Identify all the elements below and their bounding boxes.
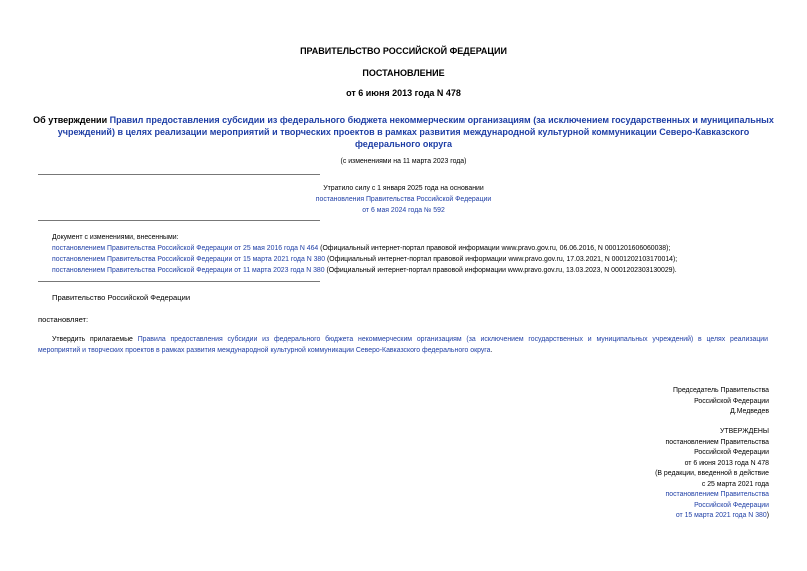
approve-link-line1[interactable]: Правила предоставления субсидии из федерального бюджета некоммерческим организациям (за исключением государственных и муниципальных учреждений) в целях реализации — [137, 336, 768, 343]
approval-close: ) — [766, 512, 769, 519]
expiry-link-1[interactable]: постановления Правительства Российской Федерации — [315, 196, 492, 203]
change-item — [52, 265, 792, 276]
title-link-line1[interactable]: Правил предоставления субсидии из федерального бюджета некоммерческим организациям (за исключением государственных и муниципальных — [109, 115, 774, 125]
approve-suffix: . — [490, 347, 493, 354]
approve-link-line2[interactable]: мероприятий и творческих проектов в рамках развития международной культурной коммуникации Северо-Кавказского федерального округа — [38, 347, 491, 354]
document-title — [0, 114, 807, 150]
body-resolves: постановляет: — [38, 315, 89, 324]
change-text: (Официальный интернет-портал правовой информации www.pravo.gov.ru, 13.03.2023, N 0001202303130029). — [324, 267, 677, 274]
change-link[interactable]: постановлением Правительства Российской Федерации от 15 марта 2021 года N 380 — [52, 256, 326, 263]
changes-heading: Документ с изменениями, внесенными: — [52, 234, 179, 241]
expiry-link-2[interactable]: от 6 мая 2024 года № 592 — [362, 207, 445, 214]
divider — [38, 281, 320, 282]
change-link[interactable]: постановлением Правительства Российской Федерации от 25 мая 2016 года N 464 — [52, 245, 319, 252]
approve-prefix: Утвердить прилагаемые — [52, 336, 138, 343]
title-link-line2[interactable]: учреждений) в целях реализации мероприятий и творческих проектов в рамках развития международной культурной коммуникации Северо-Кавказского — [57, 127, 750, 137]
approval-line: от 6 июня 2013 года N 478 — [684, 459, 769, 467]
approval-line: Российской Федерации — [694, 449, 769, 456]
divider — [38, 220, 320, 221]
approval-link[interactable]: Российской Федерации — [694, 501, 769, 509]
government-heading: ПРАВИТЕЛЬСТВО РОССИЙСКОЙ ФЕДЕРАЦИИ — [300, 46, 507, 56]
approval-line: постановлением Правительства — [665, 438, 769, 446]
signature-name: Д.Медведев — [730, 408, 769, 415]
approval-link[interactable]: от 15 марта 2021 года N 380 — [675, 512, 767, 519]
signature-block — [673, 386, 769, 418]
title-link-line3[interactable]: федерального округа — [355, 139, 452, 149]
approval-link[interactable]: постановлением Правительства — [665, 491, 769, 498]
amendment-note: (с изменениями на 11 марта 2023 года) — [340, 158, 467, 165]
change-text: (Официальный интернет-портал правовой информации www.pravo.gov.ru, 17.03.2021, N 0001202103170014); — [325, 256, 678, 263]
title-prefix: Об утверждении — [33, 115, 110, 125]
approval-line: с 25 марта 2021 года — [701, 480, 769, 488]
changes-block — [52, 232, 792, 276]
change-item — [52, 254, 792, 265]
signature-org: Российской Федерации — [694, 397, 769, 405]
approval-title: УТВЕРЖДЕНЫ — [720, 428, 769, 435]
body-government: Правительство Российской Федерации — [52, 293, 191, 302]
approval-block — [655, 427, 769, 522]
document-date-number: от 6 июня 2013 года N 478 — [346, 88, 461, 98]
change-text: (Официальный интернет-портал правовой информации www.pravo.gov.ru, 06.06.2016, N 0001201606060038); — [318, 245, 671, 252]
expiry-notice — [0, 183, 807, 216]
change-link[interactable]: постановлением Правительства Российской Федерации от 11 марта 2023 года N 380 — [52, 267, 325, 274]
change-item — [52, 243, 792, 254]
signature-position: Председатель Правительства — [673, 387, 769, 394]
expiry-text: Утратило силу с 1 января 2025 года на основании — [323, 185, 484, 192]
approval-line: (В редакции, введенной в действие — [655, 470, 769, 477]
approve-paragraph — [38, 334, 768, 356]
divider — [38, 174, 320, 175]
document-type: ПОСТАНОВЛЕНИЕ — [362, 68, 445, 78]
